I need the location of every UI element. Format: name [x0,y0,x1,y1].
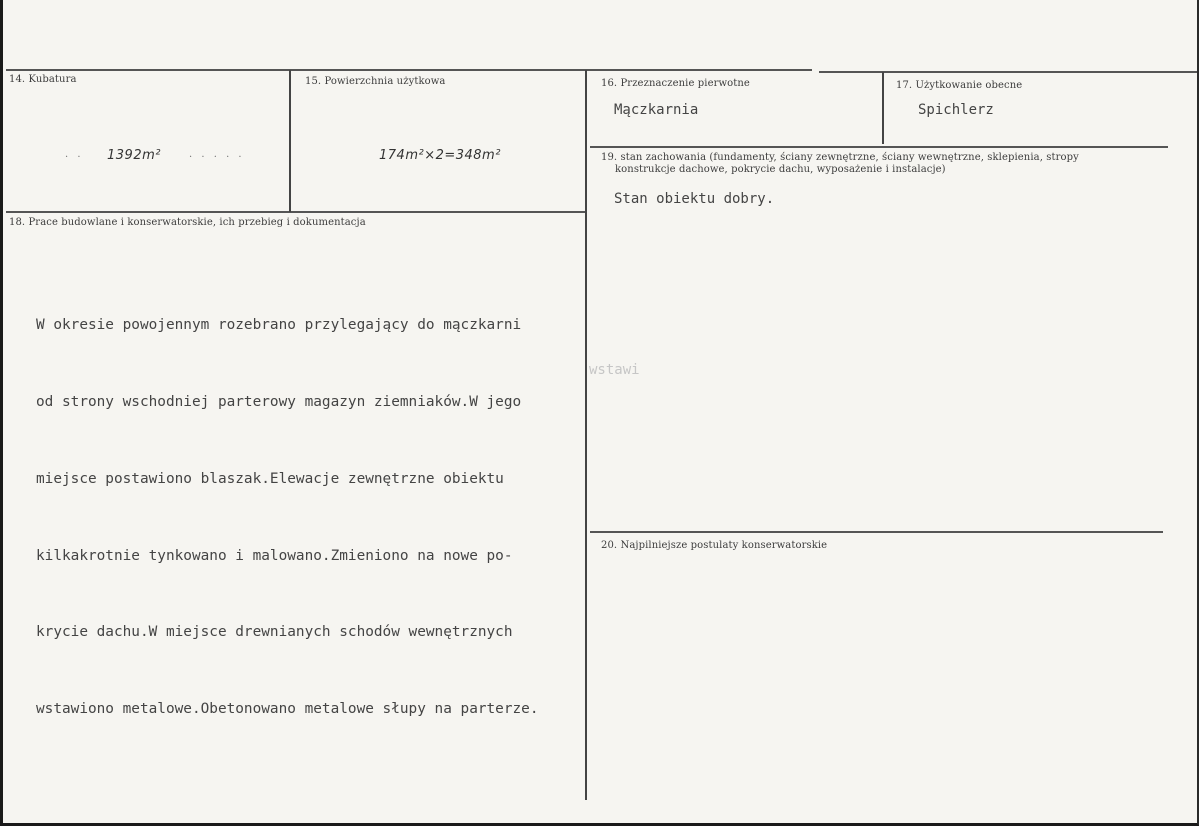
dotted-leader: · · · · · [189,152,245,163]
field-18-text [36,262,539,774]
rule-above-20 [590,531,1163,533]
text-line: krycie dachu.W miejsce drewnianych schodów wewnętrznych [36,624,513,641]
top-rule-left [6,69,812,71]
text-line: miejsce postawiono blaszak.Elewacje zewnętrzne obiektu [36,470,504,487]
field-20-label: 20. Najpilniejsze postulaty konserwatorskie [601,540,828,551]
field-18-label: 18. Prace budowlane i konserwatorskie, ich przebieg i dokumentacja [9,217,366,228]
field-17-value: Spichlerz [918,102,994,118]
top-rule-right [819,71,1197,73]
text-line: od strony wschodniej parterowy magazyn ziemniaków.W jego [36,393,522,410]
rule-below-16-17 [590,146,1168,148]
field-19-label-line1: 19. stan zachowania (fundamenty, ściany zewnętrzne, ściany wewnętrzne, sklepienia, stropy [601,152,1079,163]
field-15-label: 15. Powierzchnia użytkowa [305,76,446,87]
divider-16-17 [882,72,884,144]
text-line: W okresie powojennym rozebrano przylegający do mączkarni [36,317,522,334]
field-14-label: 14. Kubatura [9,74,77,85]
field-16-label: 16. Przeznaczenie pierwotne [601,78,750,89]
text-line: wstawiono metalowe.Obetonowano metalowe słupy na parterze. [36,701,539,718]
text-line: kilkakrotnie tynkowano i malowano.Zmieniono na nowe po- [36,547,513,564]
field-17-label: 17. Użytkowanie obecne [896,80,1023,91]
field-19-value: Stan obiektu dobry. [614,191,775,207]
bleed-through-text: wstawi [589,362,640,378]
field-15-value: 174m²×2=348m² [379,148,501,163]
rule-below-14-15 [6,211,586,213]
field-19-label-line2: konstrukcje dachowe, pokrycie dachu, wyposażenie i instalacje) [615,164,946,175]
center-divider [585,70,587,800]
dotted-leader: · · [65,152,84,163]
field-14-value: 1392m² [107,148,161,163]
divider-14-15 [289,70,291,212]
field-16-value: Mączkarnia [614,102,699,118]
